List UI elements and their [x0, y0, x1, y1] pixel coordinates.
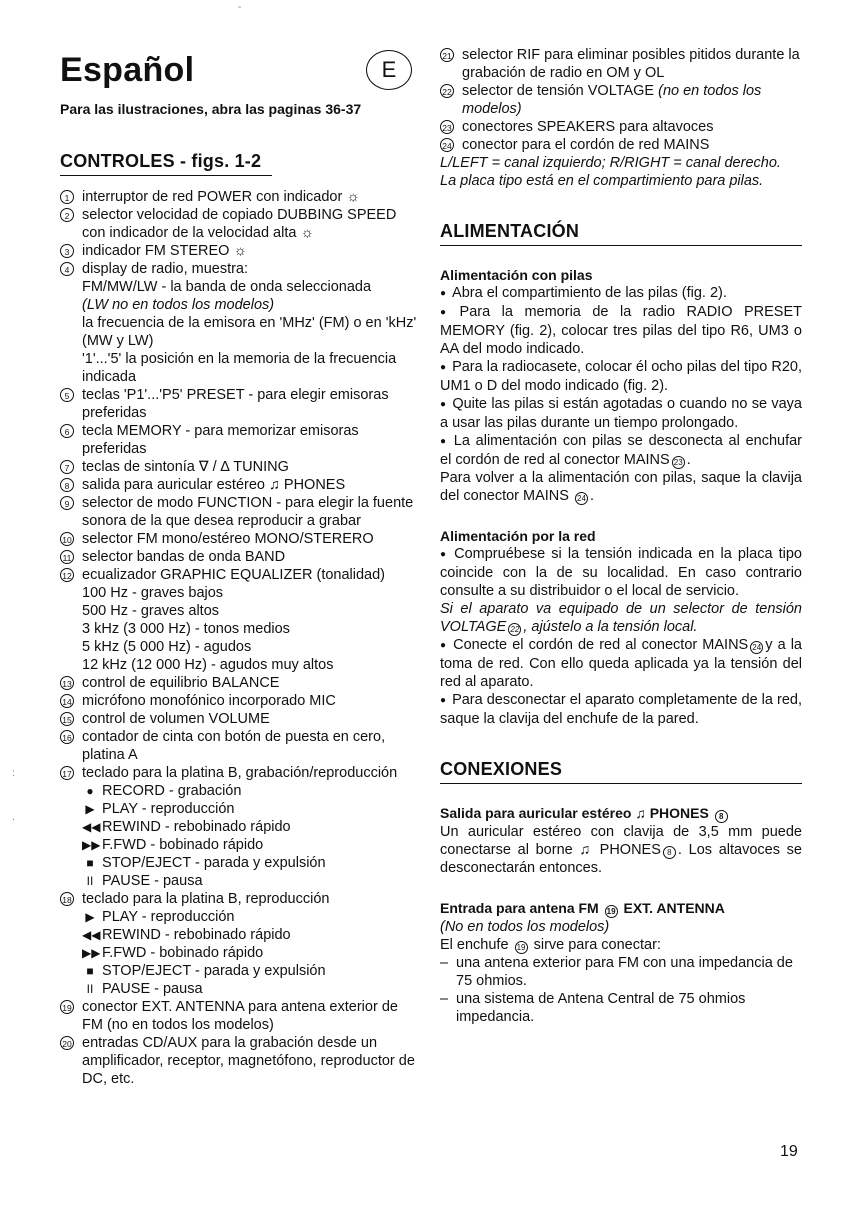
key-label: STOP/EJECT - parada y expulsión — [98, 963, 326, 979]
item-text — [462, 46, 802, 82]
pilas-after-label: Para volver a la alimentación con pilas, saque la clavija del conector MAINS — [440, 470, 802, 504]
pilas-after-text: Para volver a la alimentación con pilas, saque la clavija del conector MAINS 24 . — [440, 470, 802, 504]
item-text: 5 kHz (5 000 Hz) - agudos — [82, 639, 252, 655]
left-column — [60, 46, 418, 1088]
control-item — [60, 206, 418, 242]
item-text: (LW no en todos los modelos) — [82, 297, 275, 313]
key-row — [82, 782, 418, 800]
language-badge: E — [366, 50, 412, 90]
item-text — [462, 136, 802, 154]
control-item — [60, 710, 418, 728]
item-text: teclas de sintonía ∇ / ∆ TUNING — [82, 459, 289, 475]
item-text: contador de cinta con botón de puesta en cero, platina A — [82, 729, 386, 763]
item-text: 12 kHz (12 000 Hz) - agudos muy altos — [82, 657, 334, 673]
antenna-option: – una antena exterior para FM con una impedancia de 75 ohmios. — [440, 954, 802, 990]
red-italic-b: , ajústelo a la tensión local. — [523, 619, 698, 635]
key-symbol: II — [86, 982, 94, 996]
red-bullet-2a: Conecte el cordón de red al conector MAINS — [453, 637, 749, 653]
conexiones-heading: CONEXIONES — [440, 758, 802, 784]
item-text — [462, 118, 802, 136]
item-number: 22 — [440, 84, 454, 98]
key-row — [82, 872, 418, 890]
ref-23: 23 — [672, 456, 685, 469]
control-item — [60, 728, 418, 764]
key-symbol: ◀◀ — [82, 928, 101, 942]
ref-24: 24 — [575, 492, 588, 505]
item-number: 1 — [60, 190, 74, 204]
control-item — [440, 46, 802, 82]
bullet-icon — [440, 285, 452, 301]
antenna-heading-tail: EXT. ANTENNA — [623, 900, 725, 916]
item-number: 10 — [60, 532, 74, 546]
key-row — [82, 800, 418, 818]
key-label: PAUSE - pausa — [98, 873, 203, 889]
control-item — [440, 136, 802, 154]
key-symbol: ▶▶ — [82, 946, 101, 960]
key-label: PLAY - reproducción — [98, 909, 235, 925]
right-column — [440, 46, 802, 1026]
antenna-option: – una sistema de Antena Central de 75 ohmios impedancia. — [440, 990, 802, 1026]
key-row — [82, 980, 418, 998]
key-label: PLAY - reproducción — [98, 801, 235, 817]
item-text: 500 Hz - graves altos — [82, 603, 220, 619]
item-number: 21 — [440, 48, 454, 62]
item-text: indicador FM STEREO ☼ — [82, 243, 247, 259]
bullet-text: Abra el compartimiento de las pilas (fig. 2). — [452, 285, 727, 301]
illustrations-note: Para las ilustraciones, abra las paginas 36-37 — [60, 101, 362, 117]
item-text: 3 kHz (3 000 Hz) - tonos medios — [82, 621, 290, 637]
item-text: display de radio, muestra: — [82, 261, 249, 277]
item-text — [462, 82, 802, 118]
pilas-heading: Alimentación con pilas — [440, 267, 593, 283]
red-bullet-2 — [440, 636, 802, 691]
control-item — [60, 422, 418, 458]
control-item — [60, 188, 418, 206]
item-text: '1'...'5' la posición en la memoria de la frecuencia indicada — [82, 351, 397, 385]
pilas-bullet — [440, 395, 802, 432]
key-symbol: II — [86, 874, 94, 888]
scan-mark: : — [12, 768, 15, 779]
pilas-bullet — [440, 284, 802, 303]
item-text: entradas CD/AUX para la grabación desde un amplificador, receptor, magnetófono, reproductor de DC, etc. — [82, 1035, 415, 1087]
item-text: micrófono monofónico incorporado MIC — [82, 693, 336, 709]
item-text: selector de modo FUNCTION - para elegir la fuente sonora de la que desea reproducir a grabar — [82, 495, 414, 529]
item-text: con indicador de la velocidad alta ☼ — [82, 225, 314, 241]
antenna-note: (No en todos los modelos) — [440, 919, 610, 935]
item-text: la frecuencia de la emisora en 'MHz' (FM) o en 'kHz' (MW y LW) — [82, 315, 417, 349]
item-number: 7 — [60, 460, 74, 474]
key-row — [82, 926, 418, 944]
item-number: 23 — [440, 120, 454, 134]
bullet-text: La alimentación con pilas se desconecta al enchufar el cordón de red al conector MAINS — [440, 433, 802, 468]
bullet-text: Para la radiocasete, colocar él ocho pilas del tipo R20, UM1 o D del modo indicado (fig. 2). — [440, 359, 803, 394]
item-number: 16 — [60, 730, 74, 744]
item-label: conector para el cordón de red MAINS — [462, 137, 710, 153]
ref-24b: 24 — [750, 641, 763, 654]
control-item — [60, 458, 418, 476]
item-label: conectores SPEAKERS para altavoces — [462, 119, 714, 135]
key-symbol: ■ — [86, 964, 94, 978]
red-bullet-1-text: Compruébese si la tensión indicada en la placa tipo coincide con la de su localidad. En caso contrario consulte a su distribuidor o el local de servicio. — [440, 546, 802, 599]
key-row — [82, 854, 418, 872]
ref-8: 8 — [715, 810, 728, 823]
controles-list-continued — [440, 46, 802, 154]
key-row — [82, 944, 418, 962]
bullet-icon — [440, 433, 454, 449]
control-item — [60, 890, 418, 998]
key-symbol: ▶ — [85, 802, 95, 816]
item-number: 15 — [60, 712, 74, 726]
bullet-icon — [440, 359, 452, 375]
red-heading: Alimentación por la red — [440, 528, 596, 544]
item-text: teclado para la platina B, reproducción — [82, 891, 330, 907]
item-number: 5 — [60, 388, 74, 402]
pilas-bullet — [440, 303, 802, 358]
bullet-icon — [440, 396, 452, 412]
control-item — [60, 998, 418, 1034]
red-bullet-2b: y a la toma de red. Con ello queda aplicada ya la tensión del red al aparato. — [440, 637, 803, 690]
type-plate-note: La placa tipo está en el compartimiento para pilas. — [440, 173, 764, 189]
item-label: selector de tensión VOLTAGE — [462, 83, 659, 99]
key-symbol: ● — [86, 784, 94, 798]
key-row — [82, 818, 418, 836]
red-voltage-note — [440, 600, 802, 636]
control-item — [60, 476, 418, 494]
item-text: selector FM mono/estéreo MONO/STERERO — [82, 531, 374, 547]
control-item — [60, 566, 418, 674]
key-label: F.FWD - bobinado rápido — [98, 837, 264, 853]
bullet-text: Quite las pilas si están agotadas o cuando no se vaya a usar las pilas durante un tiempo prolongado. — [440, 396, 802, 431]
red-bullet-3 — [440, 691, 802, 728]
controles-list — [60, 188, 418, 1088]
phones-heading — [440, 804, 802, 823]
pilas-bullet: ● La alimentación con pilas se desconecta al enchufar el cordón de red al conector MAINS 23 . — [440, 432, 802, 469]
item-text: FM/MW/LW - la banda de onda seleccionada — [82, 279, 372, 295]
item-number: 8 — [60, 478, 74, 492]
item-number: 20 — [60, 1036, 74, 1050]
antenna-text-a: El enchufe — [440, 937, 509, 953]
phones-text-b: . Los altavoces se desconectarán entonces. — [440, 842, 802, 876]
item-label: selector RIF para eliminar posibles pitidos durante la grabación de radio en OM y OL — [462, 47, 800, 81]
item-text: salida para auricular estéreo ♫ PHONES — [82, 477, 346, 493]
key-label: STOP/EJECT - parada y expulsión — [98, 855, 326, 871]
item-text: selector velocidad de copiado DUBBING SPEED — [82, 207, 397, 223]
item-text: conector EXT. ANTENNA para antena exterior de FM (no en todos los modelos) — [82, 999, 398, 1033]
ref-22: 22 — [508, 623, 521, 636]
control-item — [440, 118, 802, 136]
antenna-heading — [440, 899, 802, 918]
control-item — [60, 242, 418, 260]
control-item — [60, 674, 418, 692]
item-number: 6 — [60, 424, 74, 438]
item-text: selector bandas de onda BAND — [82, 549, 286, 565]
control-item — [60, 494, 418, 530]
red-italic-a: Si el aparato va equipado de un selector de tensión VOLTAGE — [440, 601, 802, 635]
control-item — [60, 692, 418, 710]
key-label: REWIND - rebobinado rápido — [98, 927, 291, 943]
key-label: REWIND - rebobinado rápido — [98, 819, 291, 835]
item-number: 3 — [60, 244, 74, 258]
item-text: control de volumen VOLUME — [82, 711, 270, 727]
bullet-text: Para la memoria de la radio RADIO PRESET MEMORY (fig. 2), colocar tres pilas del tipo R6, UM3 o AA del modo indicado. — [440, 304, 803, 357]
antenna-text — [440, 936, 802, 954]
red-bullet-1 — [440, 545, 802, 600]
item-text: teclado para la platina B, grabación/reproducción — [82, 765, 398, 781]
page-number: 19 — [780, 1143, 798, 1160]
item-number: 13 — [60, 676, 74, 690]
key-row — [82, 962, 418, 980]
item-text: control de equilibrio BALANCE — [82, 675, 280, 691]
key-label: RECORD - grabación — [98, 783, 242, 799]
item-number: 19 — [60, 1000, 74, 1014]
control-item — [60, 260, 418, 386]
title-row — [60, 46, 418, 98]
item-text: teclas 'P1'...'P5' PRESET - para elegir emisoras preferidas — [82, 387, 389, 421]
bullet-icon — [440, 304, 460, 320]
key-symbol: ◀◀ — [82, 820, 101, 834]
control-item — [60, 764, 418, 890]
phones-text-a: Un auricular estéreo con clavija de 3,5 mm puede conectarse al borne ♫ PHONES — [440, 824, 802, 858]
item-text: 100 Hz - graves bajos — [82, 585, 224, 601]
pilas-bullets — [440, 284, 802, 469]
red-bullet-3-text: Para desconectar el aparato completamente de la red, saque la clavija del enchufe de la pared. — [440, 692, 802, 727]
item-number: 9 — [60, 496, 74, 510]
item-number: 2 — [60, 208, 74, 222]
scan-mark: - — [238, 2, 242, 13]
ref-8b: 8 — [663, 846, 676, 859]
item-text: tecla MEMORY - para memorizar emisoras preferidas — [82, 423, 359, 457]
pilas-bullet — [440, 358, 802, 395]
phones-text — [440, 823, 802, 877]
item-number: 11 — [60, 550, 74, 564]
page-title: Español — [60, 51, 195, 89]
phones-heading-text: Salida para auricular estéreo ♫ PHONES — [440, 805, 709, 821]
antenna-text-b: sirve para conectar: — [533, 937, 661, 953]
key-symbol: ■ — [86, 856, 94, 870]
item-text: ecualizador GRAPHIC EQUALIZER (tonalidad) — [82, 567, 386, 583]
item-number: 12 — [60, 568, 74, 582]
item-number: 24 — [440, 138, 454, 152]
alimentacion-heading: ALIMENTACIÓN — [440, 220, 802, 246]
antenna-heading-text: Entrada para antena FM — [440, 900, 599, 916]
key-row — [82, 908, 418, 926]
key-symbol: ▶▶ — [82, 838, 101, 852]
control-item — [60, 530, 418, 548]
channel-note: L/LEFT = canal izquierdo; R/RIGHT = canal derecho. — [440, 155, 781, 171]
scan-mark: . — [12, 812, 15, 823]
key-symbol: ▶ — [85, 910, 95, 924]
antenna-options — [440, 954, 802, 1026]
ref-19b: 19 — [515, 941, 528, 954]
control-item — [60, 386, 418, 422]
item-note: (no en todos los modelos) — [462, 83, 762, 117]
item-text: interruptor de red POWER con indicador ☼ — [82, 189, 360, 205]
controles-heading: CONTROLES - figs. 1-2 — [60, 150, 272, 176]
item-number: 4 — [60, 262, 74, 276]
key-label: PAUSE - pausa — [98, 981, 203, 997]
control-item — [60, 1034, 418, 1088]
control-item — [440, 82, 802, 118]
ref-19: 19 — [605, 905, 618, 918]
item-number: 18 — [60, 892, 74, 906]
control-item — [60, 548, 418, 566]
key-row — [82, 836, 418, 854]
item-number: 17 — [60, 766, 74, 780]
item-number: 14 — [60, 694, 74, 708]
key-label: F.FWD - bobinado rápido — [98, 945, 264, 961]
